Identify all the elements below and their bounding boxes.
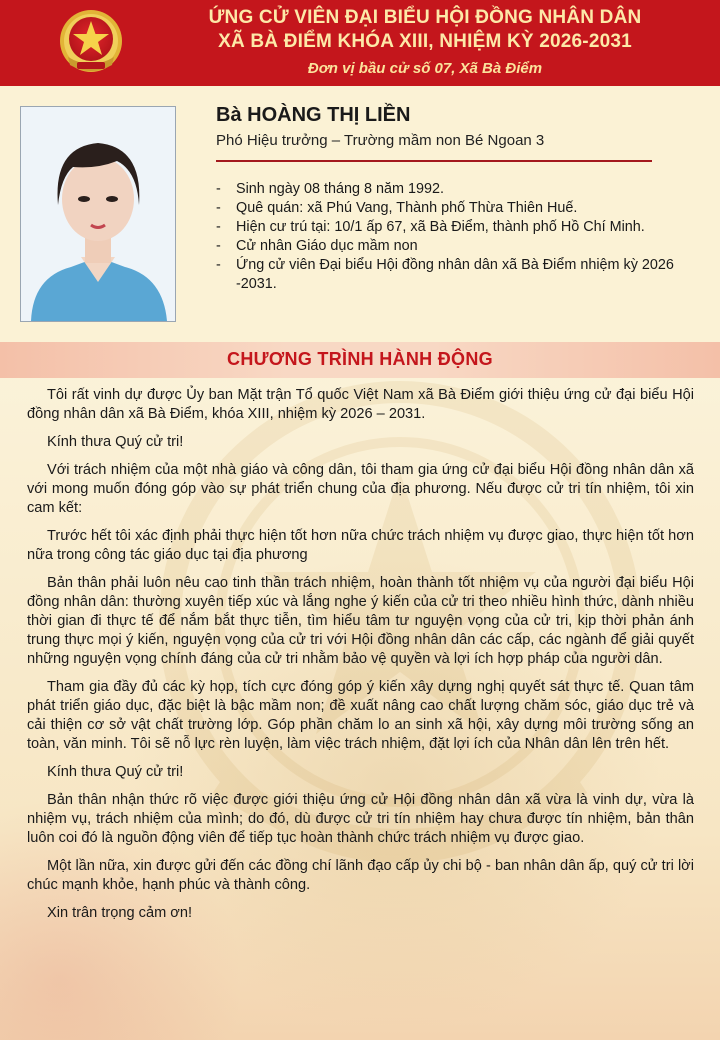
program-paragraph: Trước hết tôi xác định phải thực hiện tốt hơn nữa chức trách nhiệm vụ được giao, thực hiện tốt hơn nữa trong công tác giáo dục tại địa phương	[27, 528, 694, 563]
bio-item-birth: - Sinh ngày 08 tháng 8 năm 1992.	[216, 180, 696, 199]
program-paragraph: Xin trân trọng cảm ơn!	[47, 905, 193, 921]
program-paragraph: Một lần nữa, xin được gửi đến các đồng chí lãnh đạo cấp ủy chi bộ - ban nhân dân ấp, quý cử tri lời chúc mạnh khỏe, hạnh phúc và thành công.	[27, 858, 694, 893]
program-paragraph: Tham gia đầy đủ các kỳ họp, tích cực đóng góp ý kiến xây dựng nghị quyết sát thực tế. Quan tâm phát triển giáo dục, đặc biệt là bậc mầm non; đề xuất nâng cao chất lượng chăm sóc, giáo dục trẻ và cải thiện cơ sở vật chất trường lớp. Góp phần chăm lo an sinh xã hội, xây dựng môi trường sống an toàn, văn minh. Tôi sẽ nỗ lực rèn luyện, làm việc trách nhiệm, đặt lợi ích của Nhân dân lên trên hết.	[27, 679, 694, 752]
divider	[216, 160, 652, 162]
candidate-photo	[20, 106, 176, 322]
candidate-position: Phó Hiệu trưởng – Trường mầm non Bé Ngoan 3	[216, 132, 545, 149]
program-paragraph: Bản thân nhận thức rõ việc được giới thiệu ứng cử Hội đồng nhân dân xã vừa là vinh dự, vừa là nhiệm vụ, trách nhiệm của mình; do đó, dù được cử tri tín nhiệm hay chưa được tín nhiệm, bản thân luôn coi đó là nguồn động viên để tiếp tục hoàn thành chức trách nhiệm vụ được giao.	[27, 792, 694, 846]
header-text	[130, 6, 720, 80]
program-paragraph: Với trách nhiệm của một nhà giáo và công dân, tôi tham gia ứng cử đại biểu Hội đồng nhân dân xã với mong muốn đóng góp vào sự phát triển chung của địa phương. Nếu được cử tri tín nhiệm, tôi xin cam kết:	[27, 462, 694, 516]
candidate-profile	[0, 86, 720, 342]
action-program	[0, 342, 720, 1040]
program-title: CHƯƠNG TRÌNH HÀNH ĐỘNG	[227, 349, 493, 369]
candidate-bio-list	[216, 180, 696, 294]
program-paragraph: Tôi rất vinh dự được Ủy ban Mặt trận Tổ quốc Việt Nam xã Bà Điểm giới thiệu ứng cử đại biểu Hội đồng nhân dân xã Bà Điểm, khóa XIII, nhiệm kỳ 2026 – 2031.	[27, 387, 694, 422]
header-banner	[0, 0, 720, 86]
program-paragraph: Kính thưa Quý cử tri!	[47, 764, 184, 780]
bio-item-residence: - Hiện cư trú tại: 10/1 ấp 67, xã Bà Điểm, thành phố Hồ Chí Minh.	[216, 218, 696, 237]
national-emblem-icon	[58, 7, 124, 79]
header-subtitle: Đơn vị bầu cử số 07, Xã Bà Điểm	[307, 60, 543, 77]
header-title-line2: XÃ BÀ ĐIỂM KHÓA XIII, NHIỆM KỲ 2026-2031	[218, 31, 632, 52]
bio-item-education: - Cử nhân Giáo dục mầm non	[216, 237, 696, 256]
header-title-line1: ỨNG CỬ VIÊN ĐẠI BIỂU HỘI ĐỒNG NHÂN DÂN	[208, 7, 642, 28]
program-paragraph: Bản thân phải luôn nêu cao tinh thần trách nhiệm, hoàn thành tốt nhiệm vụ của người đại biểu Hội đồng nhân dân: thường xuyên tiếp xúc và lắng nghe ý kiến của cử tri theo nhiều hình thức, dành nhiều thời gian đi thực tế để nắm bắt thực tiễn, tìm hiểu tâm tư nguyện vọng của cử tri, kịp thời phản ánh trung thực mọi ý kiến, nguyện vọng của cử tri với Hội đồng nhân dân các cấp, các ngành để giải quyết những nguyện vọng chính đáng của cử tri nhằm bảo vệ quyền và lợi ích hợp pháp của người dân.	[27, 575, 694, 667]
bio-item-candidacy: - Ứng cử viên Đại biểu Hội đồng nhân dân xã Bà Điểm nhiệm kỳ 2026 -2031.	[216, 256, 696, 294]
program-body	[27, 386, 694, 932]
program-title-bar	[0, 342, 720, 378]
bio-item-hometown: - Quê quán: xã Phú Vang, Thành phố Thừa Thiên Huế.	[216, 199, 696, 218]
candidate-name: Bà HOÀNG THỊ LIỀN	[216, 104, 411, 126]
program-paragraph: Kính thưa Quý cử tri!	[47, 434, 184, 450]
